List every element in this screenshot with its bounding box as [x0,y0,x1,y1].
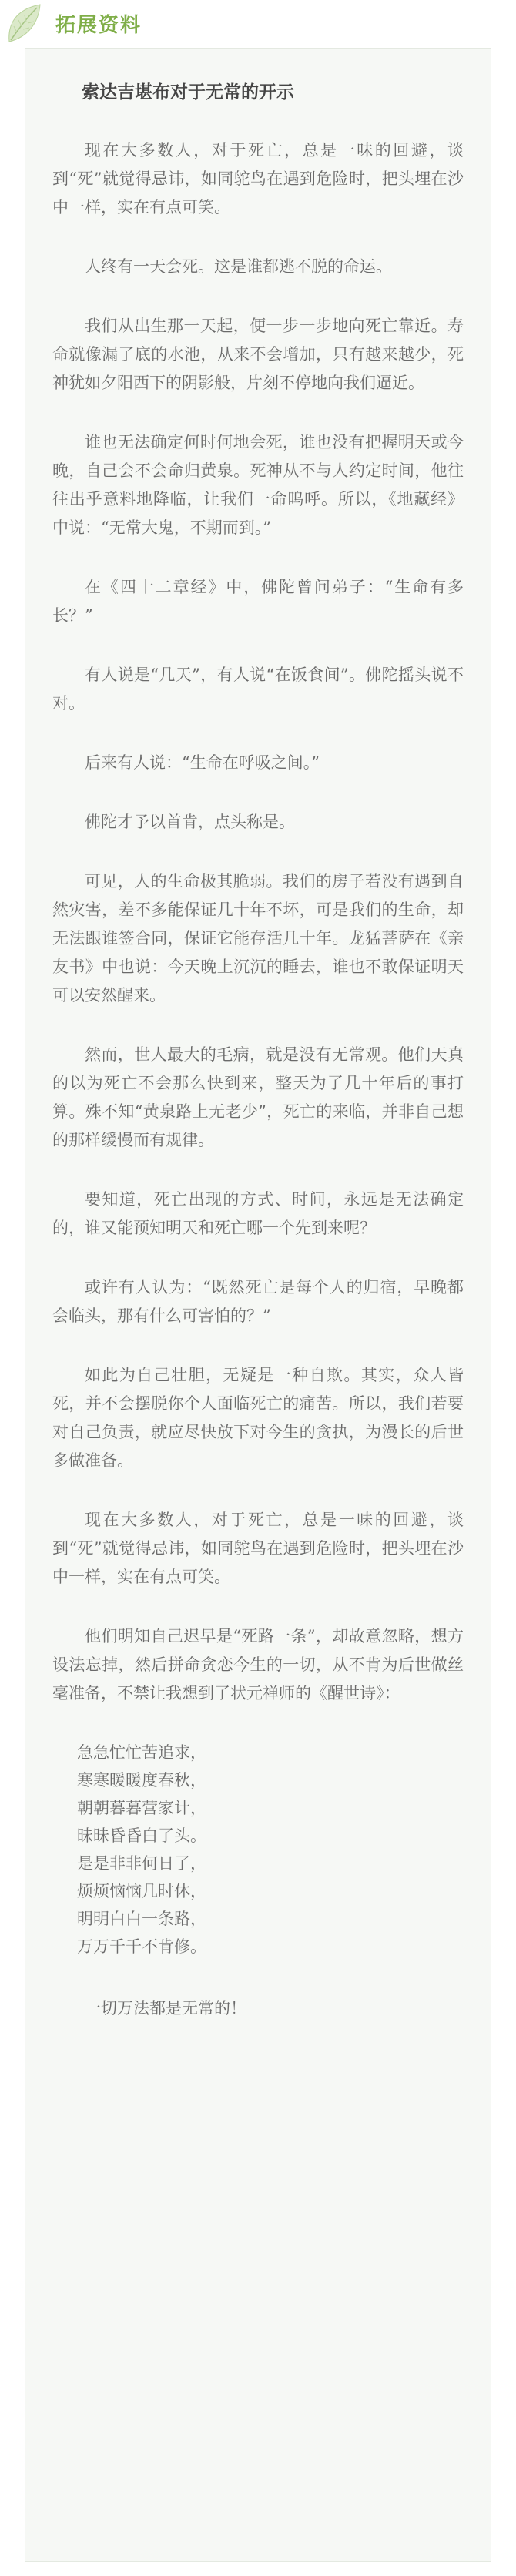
closing-line: 一切万法都是无常的！ [85,1999,246,2018]
poem-line: 明明白白一条路， [77,1910,206,1928]
section-title: 拓展资料 [55,14,142,37]
section-header [0,0,516,46]
article-panel [25,48,491,2562]
poem-line: 烦烦恼恼几时休， [77,1882,206,1900]
paragraph: 现在大多数人，对于死亡，总是一味的回避，谈到“死”就觉得忌讳，如同鸵鸟在遇到危险时，把头埋在沙中一样，实在有点可笑。 [52,141,464,216]
poem-line: 昧昧昏昏白了头。 [77,1826,206,1845]
paragraph: 现在大多数人，对于死亡，总是一味的回避，谈到“死”就觉得忌讳，如同鸵鸟在遇到危险时，把头埋在沙中一样，实在有点可笑。 [52,1511,464,1586]
paragraph: 我们从出生那一天起，便一步一步地向死亡靠近。寿命就像漏了底的水池，从来不会增加，只有越来越少，死神犹如夕阳西下的阴影般，片刻不停地向我们逼近。 [52,317,464,392]
paragraph: 可见，人的生命极其脆弱。我们的房子若没有遇到自然灾害，差不多能保证几十年不坏，可是我们的生命，却无法跟谁签合同，保证它能存活几十年。龙猛菩萨在《亲友书》中也说：今天晚上沉沉的睡去，谁也不敢保证明天可以安然醒来。 [52,872,464,1005]
paragraph: 在《四十二章经》中，佛陀曾问弟子：“生命有多长？” [52,578,464,625]
paragraph: 然而，世人最大的毛病，就是没有无常观。他们天真的以为死亡不会那么快到来，整天为了几十年后的事打算。殊不知“黄泉路上无老少”，死亡的来临，并非自己想的那样缓慢而有规律。 [52,1045,464,1149]
paragraph: 后来有人说：“生命在呼吸之间。” [85,753,320,772]
paragraph: 有人说是“几天”，有人说“在饭食间”。佛陀摇头说不对。 [52,666,464,713]
leaf-icon [5,2,45,45]
paragraph: 佛陀才予以首肯，点头称是。 [85,813,295,831]
poem-line: 寒寒暖暖度春秋， [77,1771,206,1789]
paragraph: 或许有人认为：“既然死亡是每个人的归宿，早晚都会临头，那有什么可害怕的？” [52,1278,464,1325]
paragraph: 谁也无法确定何时何地会死，谁也没有把握明天或今晚，自己会不会命归黄泉。死神从不与人约定时间，他往往出乎意料地降临，让我们一命呜呼。所以，《地藏经》中说：“无常大鬼，不期而到。” [52,433,464,537]
paragraph: 他们明知自己迟早是“死路一条”，却故意忽略，想方设法忘掉，然后拼命贪恋今生的一切，从不肯为后世做丝毫准备，不禁让我想到了状元禅师的《醒世诗》： [52,1627,464,1702]
paragraph: 人终有一天会死。这是谁都逃不脱的命运。 [85,257,392,276]
paragraph: 如此为自己壮胆，无疑是一种自欺。其实，众人皆死，并不会摆脱你个人面临死亡的痛苦。所以，我们若要对自己负责，就应尽快放下对今生的贪执，为漫长的后世多做准备。 [52,1366,464,1470]
paragraph: 要知道，死亡出现的方式、时间，永远是无法确定的，谁又能预知明天和死亡哪一个先到来呢？ [52,1190,464,1237]
poem-line: 是是非非何日了， [77,1854,206,1873]
poem-line: 急急忙忙苦追求， [77,1743,206,1762]
poem [52,1739,464,1961]
poem-line: 万万千千不肯修。 [77,1937,206,1956]
article-title: 索达吉堪布对于无常的开示 [82,82,294,102]
poem-line: 朝朝暮暮营家计， [77,1799,206,1817]
